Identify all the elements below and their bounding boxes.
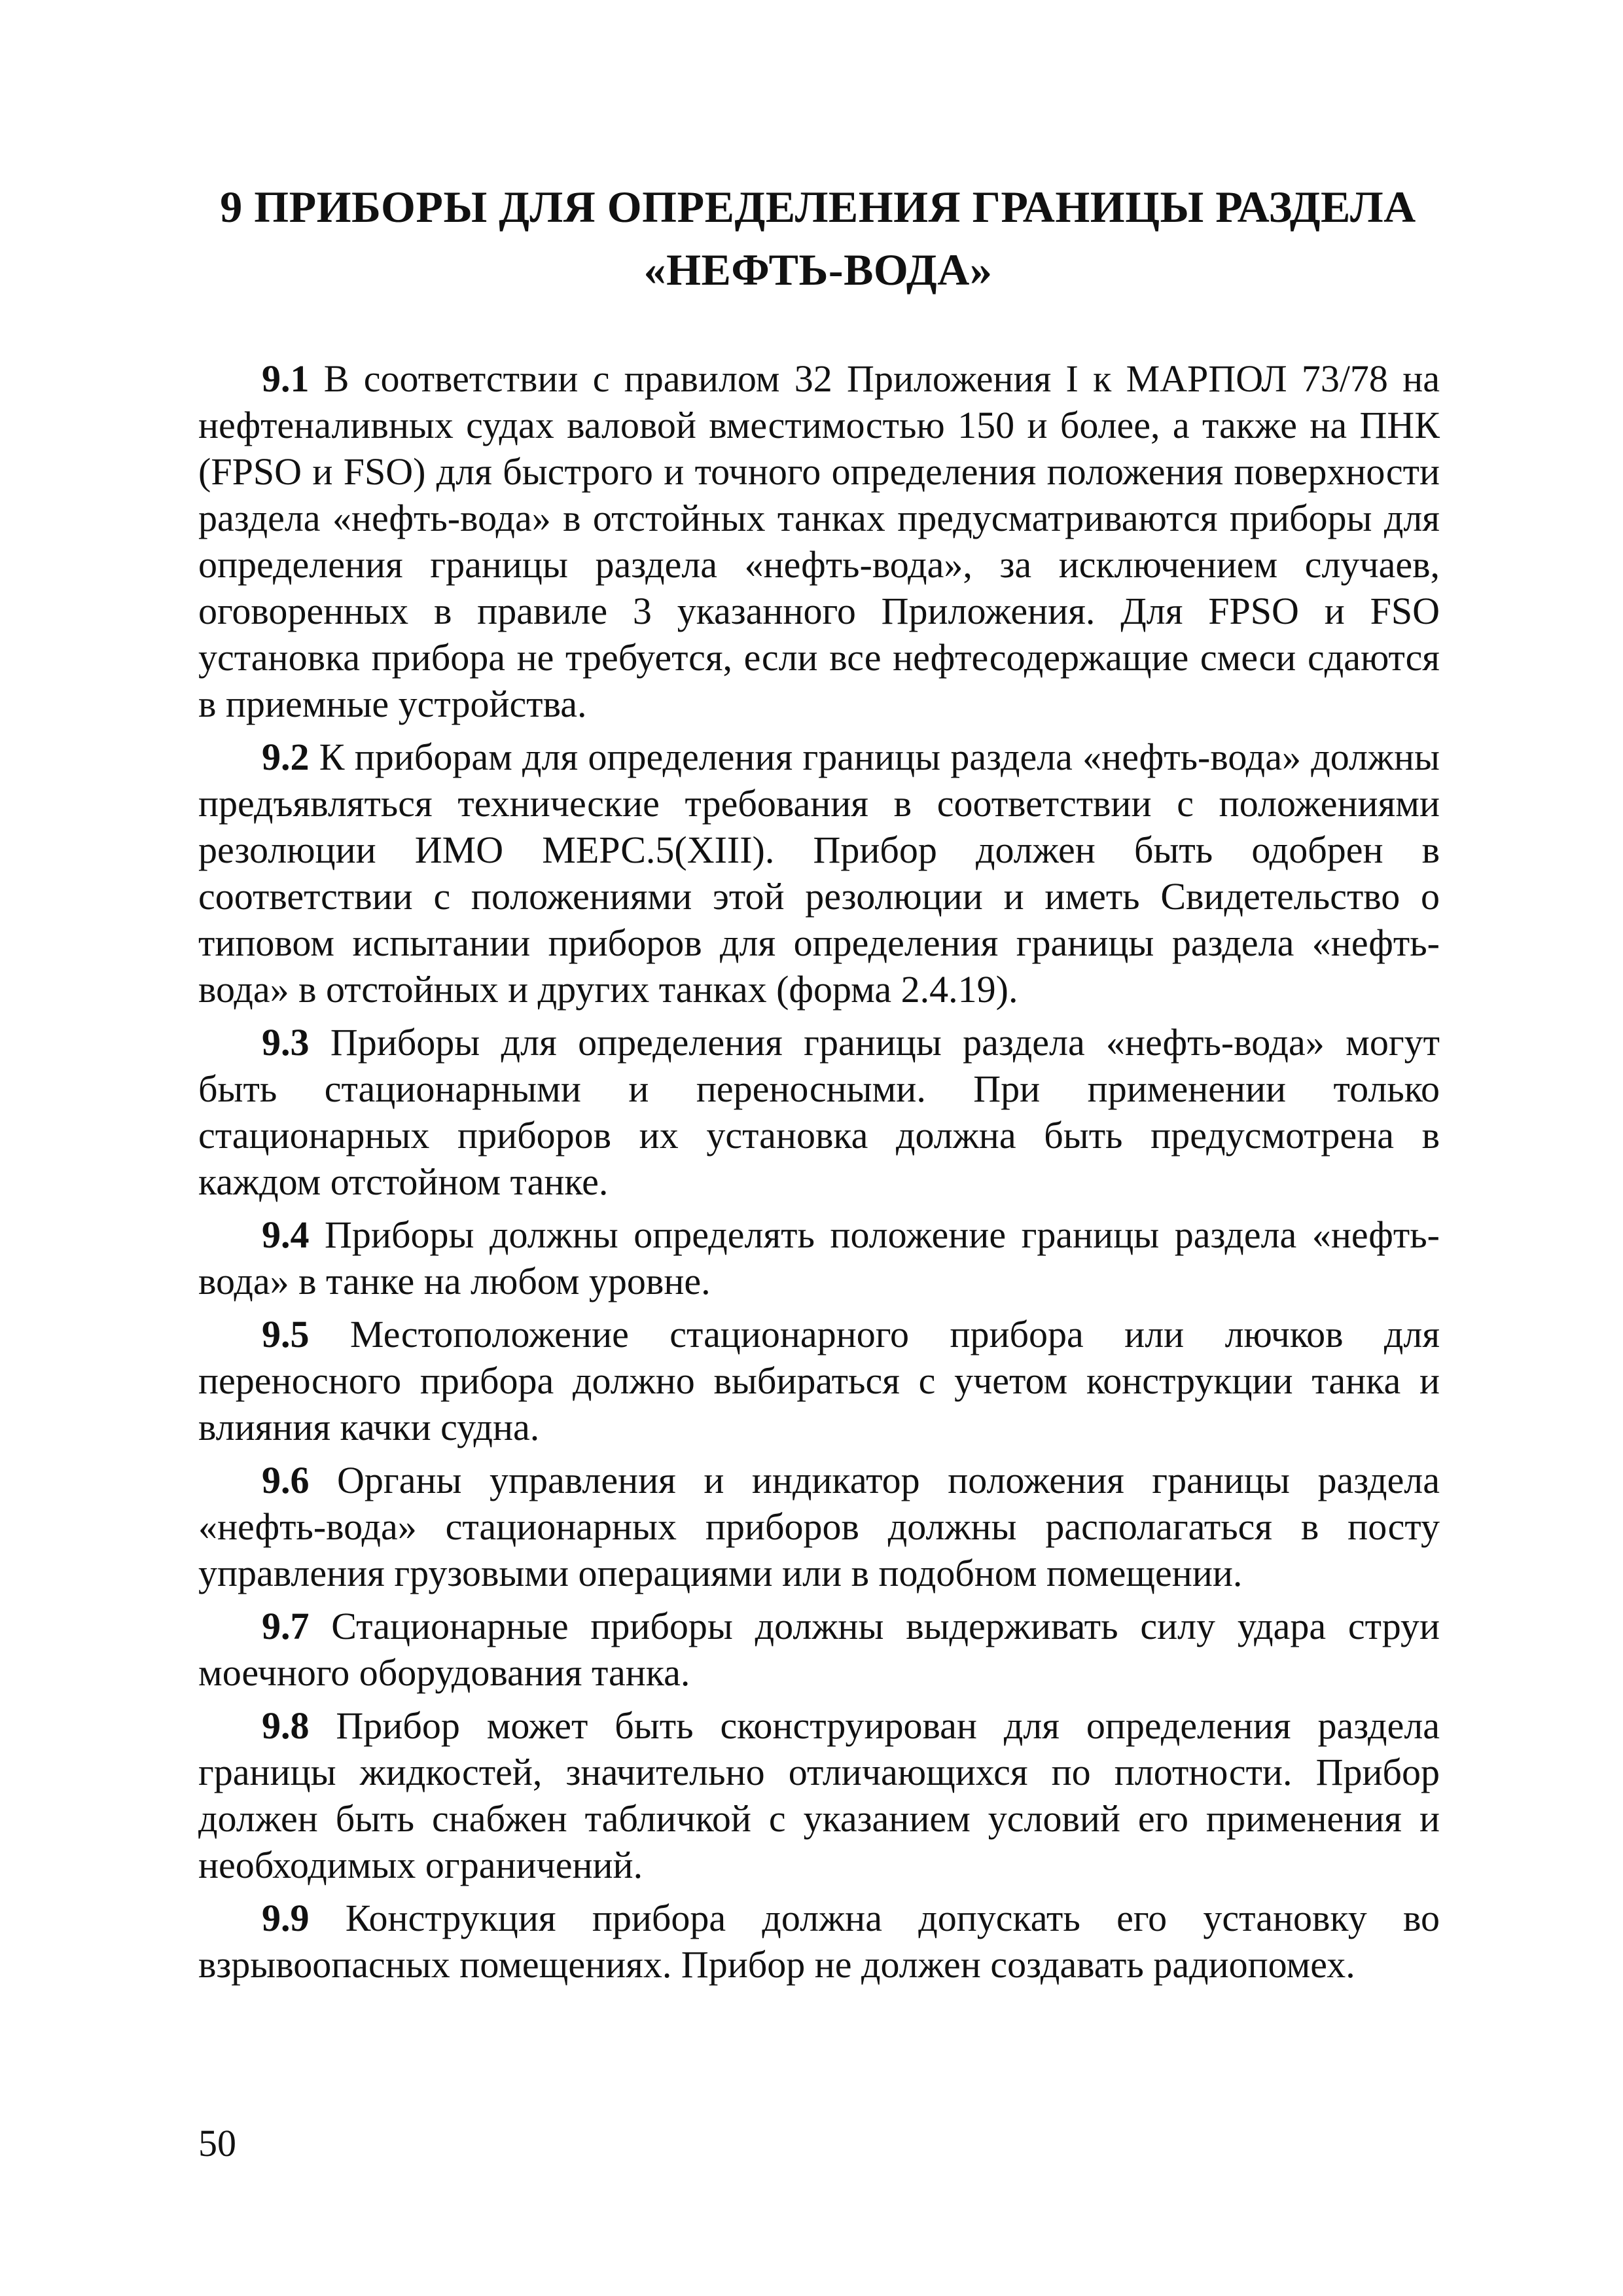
section-title-line-1: 9 ПРИБОРЫ ДЛЯ ОПРЕДЕЛЕНИЯ ГРАНИЦЫ РАЗДЕЛА xyxy=(220,182,1416,232)
section-body xyxy=(198,355,1440,1994)
paragraph-number: 9.4 xyxy=(262,1213,310,1256)
section-title-line-2: «НЕФТЬ-ВОДА» xyxy=(643,245,993,295)
paragraph-text: Приборы должны определять положение границы раздела «нефть-вода» в танке на любом уровне. xyxy=(198,1213,1440,1302)
paragraph-number: 9.1 xyxy=(262,357,310,400)
paragraph-9-8 xyxy=(198,1702,1440,1888)
paragraph-number: 9.7 xyxy=(262,1605,310,1647)
paragraph-text: Местоположение стационарного прибора или лючков для переносного прибора должно выбираться с учетом конструкции танка и влияния качки судна. xyxy=(198,1313,1440,1448)
paragraph-text: Стационарные приборы должны выдерживать силу удара струи моечного оборудования танка. xyxy=(198,1605,1440,1694)
paragraph-number: 9.2 xyxy=(262,736,310,778)
paragraph-9-6 xyxy=(198,1457,1440,1596)
paragraph-9-7 xyxy=(198,1603,1440,1696)
paragraph-9-1 xyxy=(198,355,1440,727)
paragraph-text: Органы управления и индикатор положения границы раздела «нефть-вода» стационарных приборов должны располагаться в посту управления грузовыми операциями или в подобном помещении. xyxy=(198,1459,1440,1594)
paragraph-text: Конструкция прибора должна допускать его установку во взрывоопасных помещениях. Прибор не должен создавать радиопомех. xyxy=(198,1897,1440,1986)
paragraph-9-2 xyxy=(198,734,1440,1013)
paragraph-number: 9.3 xyxy=(262,1021,310,1064)
paragraph-9-3 xyxy=(198,1019,1440,1205)
section-title xyxy=(196,175,1440,301)
paragraph-number: 9.5 xyxy=(262,1313,310,1355)
paragraph-number: 9.9 xyxy=(262,1897,310,1939)
paragraph-9-4 xyxy=(198,1211,1440,1304)
paragraph-text: В соответствии с правилом 32 Приложения I к МАРПОЛ 73/78 на нефтеналивных судах валовой вместимостью 150 и более, а также на ПНК (FPSO и FSO) для быстрого и точного определения положения поверхности раздела «нефть-вода» в отстойных танках предусматриваются приборы для определения границы раздела «нефть-вода», за исключением случаев, оговоренных в правиле 3 указанного Приложения. Для FPSO и FSO установка прибора не требуется, если все нефтесодержащие смеси сдаются в приемные устройства. xyxy=(198,357,1440,725)
paragraph-9-5 xyxy=(198,1311,1440,1450)
paragraph-text: Приборы для определения границы раздела «нефть-вода» могут быть стационарными и переносными. При применении только стационарных приборов их установка должна быть предусмотрена в каждом отстойном танке. xyxy=(198,1021,1440,1203)
paragraph-text: К приборам для определения границы раздела «нефть-вода» должны предъявляться технические требования в соответствии с положениями резолюции ИМО МЕРС.5(XIII). Прибор должен быть одобрен в соответствии с положениями этой резолюции и иметь Свидетельство о типовом испытании приборов для определения границы раздела «нефть-вода» в отстойных и других танках (форма 2.4.19). xyxy=(198,736,1440,1011)
page-number: 50 xyxy=(198,2122,236,2164)
paragraph-number: 9.6 xyxy=(262,1459,310,1501)
paragraph-text: Прибор может быть сконструирован для определения раздела границы жидкостей, значительно отличающихся по плотности. Прибор должен быть снабжен табличкой с указанием условий его применения и необходимых ограничений. xyxy=(198,1704,1440,1886)
paragraph-9-9 xyxy=(198,1895,1440,1988)
paragraph-number: 9.8 xyxy=(262,1704,310,1747)
